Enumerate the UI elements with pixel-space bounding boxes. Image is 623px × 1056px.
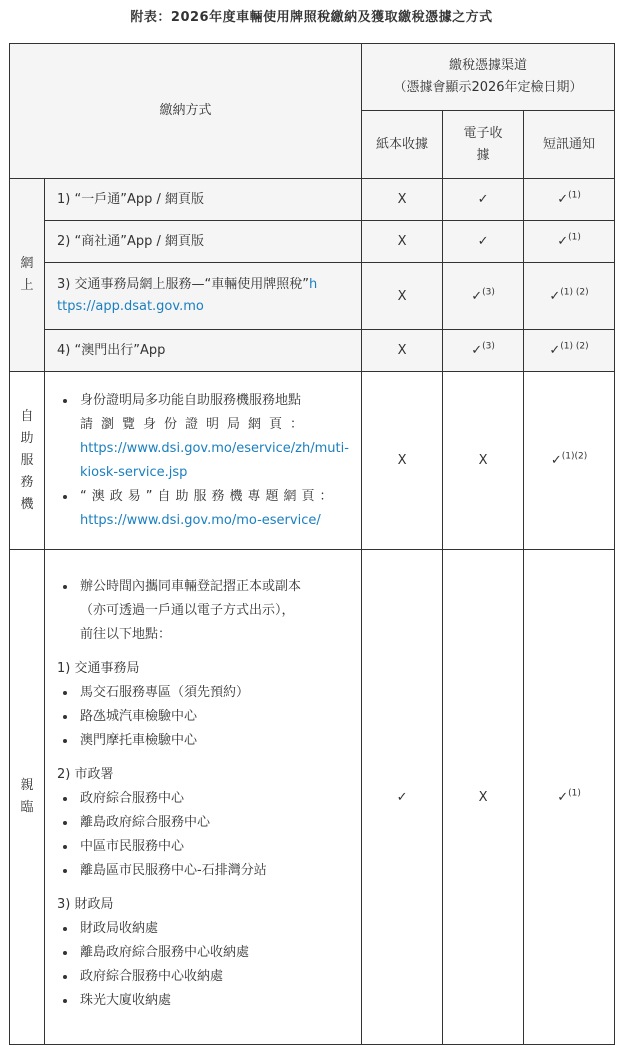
- section-heading: 3) 財政局: [57, 897, 114, 912]
- kiosk-item1-line2: 請瀏覽身份證明局網頁：: [80, 416, 312, 432]
- electronic-mark: X: [443, 550, 524, 1045]
- list-item: [77, 389, 353, 485]
- paper-mark: X: [362, 263, 443, 330]
- category-char: 務: [20, 474, 34, 490]
- list-item: • 路氹城汽車檢驗中心: [77, 705, 353, 729]
- method-label-text: 3) 交通事務局網上服務—“車輛使用牌照稅”: [57, 277, 309, 292]
- kiosk-item1-line1: • 身份證明局多功能自助服務機服務地點: [80, 392, 302, 408]
- sms-mark: [524, 221, 615, 263]
- method-label: 1) “一戶通”App / 網頁版: [45, 179, 362, 221]
- paper-mark: X: [362, 179, 443, 221]
- list-item: • 政府綜合服務中心: [77, 787, 353, 811]
- header-channel-note: （憑據會顯示2026年定檢日期）: [393, 80, 583, 95]
- table-row: [10, 372, 615, 550]
- sms-check: ✓: [550, 453, 562, 468]
- footnote-ref: (1): [568, 232, 581, 243]
- category-char: 服: [20, 452, 34, 468]
- section-heading: 1) 交通事務局: [57, 661, 140, 676]
- method-label: [45, 263, 362, 330]
- sms-mark: [524, 330, 615, 372]
- sms-check: ✓: [557, 789, 569, 805]
- paper-mark: X: [362, 221, 443, 263]
- category-char: 自: [20, 408, 34, 424]
- electronic-mark: ✓: [443, 179, 524, 221]
- list-item: • 珠光大廈收納處: [77, 989, 353, 1013]
- header-channel-title: 繳稅憑據渠道: [449, 58, 528, 73]
- list-item: • 澳門摩托車檢驗中心: [77, 729, 353, 753]
- sms-mark: [524, 372, 615, 550]
- electronic-check: ✓: [471, 343, 483, 358]
- paper-mark: X: [362, 372, 443, 550]
- footnote-ref: (3): [482, 287, 495, 298]
- header-channel: [362, 44, 615, 111]
- header-sms: 短訊通知: [524, 111, 615, 179]
- list-item: [77, 575, 353, 647]
- electronic-check: ✓: [471, 288, 483, 304]
- page-title: 附表：2026年度車輛使用牌照稅繳納及獲取繳稅憑據之方式: [130, 10, 493, 25]
- kiosk-methods: [45, 372, 362, 550]
- footnote-ref: (1): [568, 788, 581, 799]
- header-electronic-line2: 據: [476, 147, 490, 163]
- table-row: [10, 330, 615, 372]
- list-item: • 馬交石服務專區（須先預約）: [77, 681, 353, 705]
- sms-check: ✓: [549, 343, 561, 358]
- header-electronic: [443, 111, 524, 179]
- kiosk-item2-text: • “澳政易”自助服務機專題網頁：: [80, 488, 338, 504]
- electronic-mark: ✓: [443, 221, 524, 263]
- list-item: • 離島政府綜合服務中心收納處: [77, 941, 353, 965]
- category-char: 親: [20, 778, 34, 793]
- electronic-mark: [443, 263, 524, 330]
- list-item: • 離島區市民服務中心-石排灣分站: [77, 859, 353, 883]
- table-row: [10, 263, 615, 330]
- electronic-mark: [443, 330, 524, 372]
- header-paper: 紙本收據: [362, 111, 443, 179]
- table-row: [10, 221, 615, 263]
- dsi-kiosk-link-cont[interactable]: kiosk-service.jsp: [80, 464, 188, 480]
- paper-mark: ✓: [362, 550, 443, 1045]
- table-row: [10, 550, 615, 1045]
- dsat-link-start[interactable]: h: [308, 277, 318, 292]
- category-char: 臨: [20, 800, 34, 815]
- list-item: • 離島政府綜合服務中心: [77, 811, 353, 835]
- tax-payment-table: [9, 43, 615, 1045]
- intro-line1: • 辦公時間內攜同車輛登記摺正本或副本: [80, 579, 302, 594]
- dsat-link[interactable]: ttps://app.dsat.gov.mo: [57, 299, 204, 314]
- sms-mark: [524, 263, 615, 330]
- sms-check: ✓: [557, 192, 569, 207]
- paper-mark: X: [362, 330, 443, 372]
- category-char: 網: [20, 256, 34, 271]
- section-heading: 2) 市政署: [57, 767, 114, 782]
- header-row-1: [10, 44, 615, 111]
- category-char: 機: [20, 496, 34, 512]
- category-kiosk: [10, 372, 45, 550]
- category-in-person: [10, 550, 45, 1045]
- in-person-methods: [45, 550, 362, 1045]
- list-item: • 中區市民服務中心: [77, 835, 353, 859]
- method-label: 4) “澳門出行”App: [45, 330, 362, 372]
- sms-mark: [524, 550, 615, 1045]
- category-online: [10, 179, 45, 372]
- footnote-ref: (1) (2): [560, 341, 589, 352]
- list-item: • 政府綜合服務中心收納處: [77, 965, 353, 989]
- header-electronic-line1: 電子收: [463, 125, 503, 141]
- intro-line2: （亦可透過一戶通以電子方式出示），: [80, 603, 295, 618]
- sms-check: ✓: [557, 234, 569, 249]
- electronic-mark: X: [443, 372, 524, 550]
- dsi-kiosk-link[interactable]: https://www.dsi.gov.mo/eservice/zh/muti-: [80, 440, 349, 456]
- footnote-ref: (1)(2): [561, 451, 588, 462]
- header-method: 繳納方式: [10, 44, 362, 179]
- category-char: 助: [20, 430, 34, 446]
- list-item: • 財政局收納處: [77, 917, 353, 941]
- footnote-ref: (1): [568, 190, 581, 201]
- dsi-eservice-link[interactable]: https://www.dsi.gov.mo/mo-eservice/: [80, 512, 321, 528]
- method-label: 2) “商社通”App / 網頁版: [45, 221, 362, 263]
- list-item: [77, 485, 353, 533]
- footnote-ref: (1) (2): [560, 287, 589, 298]
- footnote-ref: (3): [482, 341, 495, 352]
- category-char: 上: [20, 278, 34, 293]
- table-row: [10, 179, 615, 221]
- sms-check: ✓: [549, 288, 561, 304]
- sms-mark: [524, 179, 615, 221]
- intro-line3: 前往以下地點：: [80, 627, 172, 642]
